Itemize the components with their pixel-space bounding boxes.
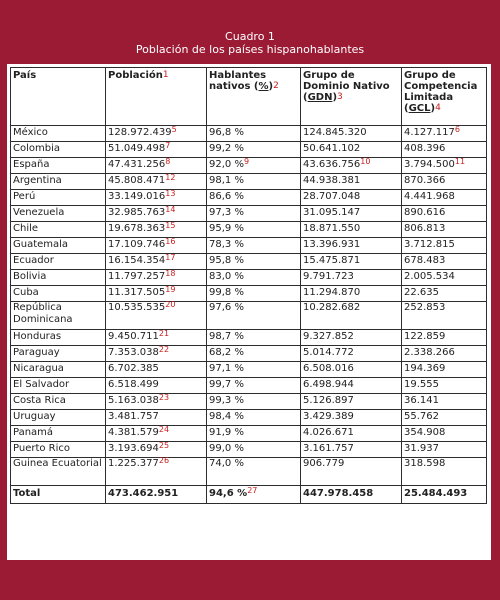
cell-native-percent: 99,3 % bbox=[207, 394, 301, 410]
cell-country: Bolivia bbox=[11, 270, 106, 286]
cell-country: México bbox=[11, 126, 106, 142]
cell-population: 45.808.471$^{12}$ bbox=[106, 174, 207, 190]
cell-population: 51.049.498$^7$ bbox=[106, 142, 207, 158]
footnote-ref[interactable]: 5 bbox=[171, 125, 177, 134]
footnote-ref[interactable]: 13 bbox=[165, 189, 176, 198]
footnote-ref[interactable]: 17 bbox=[165, 253, 176, 262]
total-row bbox=[11, 486, 487, 504]
cell-gdn: 10.282.682 bbox=[301, 302, 402, 330]
cell-gdn: 50.641.102 bbox=[301, 142, 402, 158]
cell-population: 9.450.711$^{21}$ bbox=[106, 330, 207, 346]
table-caption bbox=[0, 30, 500, 56]
table-row bbox=[11, 442, 487, 458]
footnote-ref[interactable]: 12 bbox=[165, 173, 176, 182]
cell-gdn: 28.707.048 bbox=[301, 190, 402, 206]
cell-native-percent: 78,3 % bbox=[207, 238, 301, 254]
total-label: Total bbox=[11, 486, 106, 504]
cell-gdn: 5.014.772 bbox=[301, 346, 402, 362]
footnote-ref[interactable]: 6 bbox=[454, 125, 460, 134]
caption-title: Población de los países hispanohablantes bbox=[135, 43, 365, 56]
table-row bbox=[11, 286, 487, 302]
footnote-ref[interactable]: 9 bbox=[243, 157, 250, 166]
total-gcl: 25.484.493 bbox=[402, 486, 487, 504]
cell-population: 32.985.763$^{14}$ bbox=[106, 206, 207, 222]
footnote-ref[interactable]: 24 bbox=[158, 425, 170, 434]
cell-gdn: 906.779 bbox=[301, 458, 402, 486]
cell-native-percent: 99,0 % bbox=[207, 442, 301, 458]
table-row bbox=[11, 222, 487, 238]
table-row bbox=[11, 270, 487, 286]
cell-gcl: 354.908 bbox=[402, 426, 487, 442]
cell-country: Ecuador bbox=[11, 254, 106, 270]
cell-native-percent: 99,8 % bbox=[207, 286, 301, 302]
cell-gdn: 6.508.016 bbox=[301, 362, 402, 378]
table-row bbox=[11, 362, 487, 378]
header-gcl: Grupo de Competencia Limitada (GCL)$^4$ bbox=[402, 68, 487, 126]
footnote-ref[interactable]: 26 bbox=[158, 456, 170, 465]
footnote-ref[interactable]: 14 bbox=[165, 205, 176, 214]
cell-gcl: 4.441.968 bbox=[402, 190, 487, 206]
footnote-ref[interactable]: 25 bbox=[158, 441, 170, 450]
cell-gdn: 43.636.756$^{10}$ bbox=[301, 158, 402, 174]
cell-population: 19.678.363$^{15}$ bbox=[106, 222, 207, 238]
footnote-ref[interactable]: 22 bbox=[158, 345, 170, 354]
footnote-ref[interactable]: 21 bbox=[158, 329, 170, 338]
cell-gdn: 4.026.671 bbox=[301, 426, 402, 442]
cell-gcl: 3.794.500$^{11}$ bbox=[402, 158, 487, 174]
cell-country: Puerto Rico bbox=[11, 442, 106, 458]
cell-gdn: 11.294.870 bbox=[301, 286, 402, 302]
cell-population: 6.702.385 bbox=[106, 362, 207, 378]
table-row bbox=[11, 206, 487, 222]
cell-country: Uruguay bbox=[11, 410, 106, 426]
cell-gcl: 870.366 bbox=[402, 174, 487, 190]
cell-population: 16.154.354$^{17}$ bbox=[106, 254, 207, 270]
footnote-ref[interactable]: 23 bbox=[158, 393, 170, 402]
cell-gdn: 3.161.757 bbox=[301, 442, 402, 458]
total-population: 473.462.951 bbox=[106, 486, 207, 504]
table-row bbox=[11, 378, 487, 394]
footnote-ref[interactable]: 2 bbox=[273, 81, 279, 91]
table-row bbox=[11, 426, 487, 442]
cell-native-percent: 97,3 % bbox=[207, 206, 301, 222]
cell-gcl: 408.396 bbox=[402, 142, 487, 158]
cell-gcl: 2.005.534 bbox=[402, 270, 487, 286]
cell-country: Guatemala bbox=[11, 238, 106, 254]
cell-native-percent: 97,6 % bbox=[207, 302, 301, 330]
cell-population: 33.149.016$^{13}$ bbox=[106, 190, 207, 206]
table-row bbox=[11, 238, 487, 254]
cell-native-percent: 97,1 % bbox=[207, 362, 301, 378]
cell-population: 47.431.256$^8$ bbox=[106, 158, 207, 174]
table-body bbox=[11, 126, 487, 486]
table-row bbox=[11, 174, 487, 190]
cell-population: 1.225.377$^{26}$ bbox=[106, 458, 207, 486]
cell-gdn: 3.429.389 bbox=[301, 410, 402, 426]
cell-gdn: 124.845.320 bbox=[301, 126, 402, 142]
table-row bbox=[11, 158, 487, 174]
cell-native-percent: 92,0 %$^9$ bbox=[207, 158, 301, 174]
cell-native-percent: 95,8 % bbox=[207, 254, 301, 270]
header-population: Población$^1$ bbox=[106, 68, 207, 126]
cell-gdn: 44.938.381 bbox=[301, 174, 402, 190]
cell-gcl: 890.616 bbox=[402, 206, 487, 222]
footnote-ref[interactable]: 16 bbox=[165, 237, 176, 246]
cell-gcl: 3.712.815 bbox=[402, 238, 487, 254]
cell-population: 17.109.746$^{16}$ bbox=[106, 238, 207, 254]
table-row bbox=[11, 394, 487, 410]
cell-gdn: 9.791.723 bbox=[301, 270, 402, 286]
cell-population: 128.972.439$^5$ bbox=[106, 126, 207, 142]
cell-gcl: 4.127.117$^6$ bbox=[402, 126, 487, 142]
cell-native-percent: 99,7 % bbox=[207, 378, 301, 394]
cell-gdn: 9.327.852 bbox=[301, 330, 402, 346]
footnote-ref[interactable]: 7 bbox=[165, 141, 171, 150]
cell-country: Paraguay bbox=[11, 346, 106, 362]
cell-gdn: 6.498.944 bbox=[301, 378, 402, 394]
cell-gcl: 31.937 bbox=[402, 442, 487, 458]
cell-gdn: 18.871.550 bbox=[301, 222, 402, 238]
cell-gcl: 2.338.266 bbox=[402, 346, 487, 362]
cell-native-percent: 99,2 % bbox=[207, 142, 301, 158]
footnote-ref[interactable]: 15 bbox=[165, 221, 176, 230]
cell-gcl: 806.813 bbox=[402, 222, 487, 238]
cell-gcl: 252.853 bbox=[402, 302, 487, 330]
table-row bbox=[11, 302, 487, 330]
cell-gdn: 15.475.871 bbox=[301, 254, 402, 270]
cell-gcl: 22.635 bbox=[402, 286, 487, 302]
cell-country: Guinea Ecuatorial bbox=[11, 458, 106, 486]
header-country: País bbox=[11, 68, 106, 126]
cell-population: 6.518.499 bbox=[106, 378, 207, 394]
table-row bbox=[11, 254, 487, 270]
header-gdn: Grupo de Dominio Nativo (GDN)$^3$ bbox=[301, 68, 402, 126]
cell-country: Chile bbox=[11, 222, 106, 238]
table-row bbox=[11, 410, 487, 426]
cell-gcl: 678.483 bbox=[402, 254, 487, 270]
table-panel bbox=[7, 64, 491, 560]
cell-population: 11.797.257$^{18}$ bbox=[106, 270, 207, 286]
footnote-ref[interactable]: 19 bbox=[165, 285, 176, 294]
cell-native-percent: 74,0 % bbox=[207, 458, 301, 486]
footnote-ref[interactable]: 8 bbox=[165, 157, 171, 166]
total-gdn: 447.978.458 bbox=[301, 486, 402, 504]
table-row bbox=[11, 458, 487, 486]
cell-gdn: 13.396.931 bbox=[301, 238, 402, 254]
table-row bbox=[11, 346, 487, 362]
cell-gcl: 122.859 bbox=[402, 330, 487, 346]
cell-gcl: 19.555 bbox=[402, 378, 487, 394]
footnote-ref[interactable]: 10 bbox=[360, 157, 371, 166]
cell-population: 11.317.505$^{19}$ bbox=[106, 286, 207, 302]
cell-gdn: 31.095.147 bbox=[301, 206, 402, 222]
caption-number: Cuadro 1 bbox=[225, 30, 275, 43]
cell-country: Panamá bbox=[11, 426, 106, 442]
cell-country: Colombia bbox=[11, 142, 106, 158]
cell-population: 5.163.038$^{23}$ bbox=[106, 394, 207, 410]
cell-native-percent: 95,9 % bbox=[207, 222, 301, 238]
table-row bbox=[11, 330, 487, 346]
cell-native-percent: 98,7 % bbox=[207, 330, 301, 346]
header-native-speakers: Hablantes nativos (%)$^2$ bbox=[207, 68, 301, 126]
cell-gcl: 194.369 bbox=[402, 362, 487, 378]
cell-population: 4.381.579$^{24}$ bbox=[106, 426, 207, 442]
cell-country: Honduras bbox=[11, 330, 106, 346]
header-row bbox=[11, 68, 487, 126]
cell-country: Costa Rica bbox=[11, 394, 106, 410]
cell-country: El Salvador bbox=[11, 378, 106, 394]
footnote-ref[interactable]: 27 bbox=[247, 486, 258, 495]
cell-native-percent: 86,6 % bbox=[207, 190, 301, 206]
cell-country: República Dominicana bbox=[11, 302, 106, 330]
cell-country: Argentina bbox=[11, 174, 106, 190]
footnote-ref[interactable]: 18 bbox=[165, 269, 176, 278]
cell-native-percent: 83,0 % bbox=[207, 270, 301, 286]
cell-country: España bbox=[11, 158, 106, 174]
cell-country: Perú bbox=[11, 190, 106, 206]
population-table bbox=[10, 67, 487, 504]
cell-population: 3.481.757 bbox=[106, 410, 207, 426]
cell-native-percent: 68,2 % bbox=[207, 346, 301, 362]
cell-native-percent: 98,4 % bbox=[207, 410, 301, 426]
cell-native-percent: 98,1 % bbox=[207, 174, 301, 190]
footnote-ref[interactable]: 1 bbox=[162, 70, 169, 80]
table-row bbox=[11, 126, 487, 142]
cell-gcl: 36.141 bbox=[402, 394, 487, 410]
cell-native-percent: 91,9 % bbox=[207, 426, 301, 442]
footnote-ref[interactable]: 11 bbox=[454, 157, 466, 166]
footnote-ref[interactable]: 4 bbox=[435, 103, 441, 113]
cell-gdn: 5.126.897 bbox=[301, 394, 402, 410]
footnote-ref[interactable]: 20 bbox=[165, 300, 176, 309]
total-native: 94,6 %$^{27}$ bbox=[207, 486, 301, 504]
cell-native-percent: 96,8 % bbox=[207, 126, 301, 142]
cell-country: Venezuela bbox=[11, 206, 106, 222]
footnote-ref[interactable]: 3 bbox=[337, 92, 343, 102]
table-row bbox=[11, 142, 487, 158]
cell-population: 7.353.038$^{22}$ bbox=[106, 346, 207, 362]
table-row bbox=[11, 190, 487, 206]
cell-country: Cuba bbox=[11, 286, 106, 302]
cell-gcl: 55.762 bbox=[402, 410, 487, 426]
cell-population: 3.193.694$^{25}$ bbox=[106, 442, 207, 458]
cell-country: Nicaragua bbox=[11, 362, 106, 378]
cell-population: 10.535.535$^{20}$ bbox=[106, 302, 207, 330]
cell-gcl: 318.598 bbox=[402, 458, 487, 486]
